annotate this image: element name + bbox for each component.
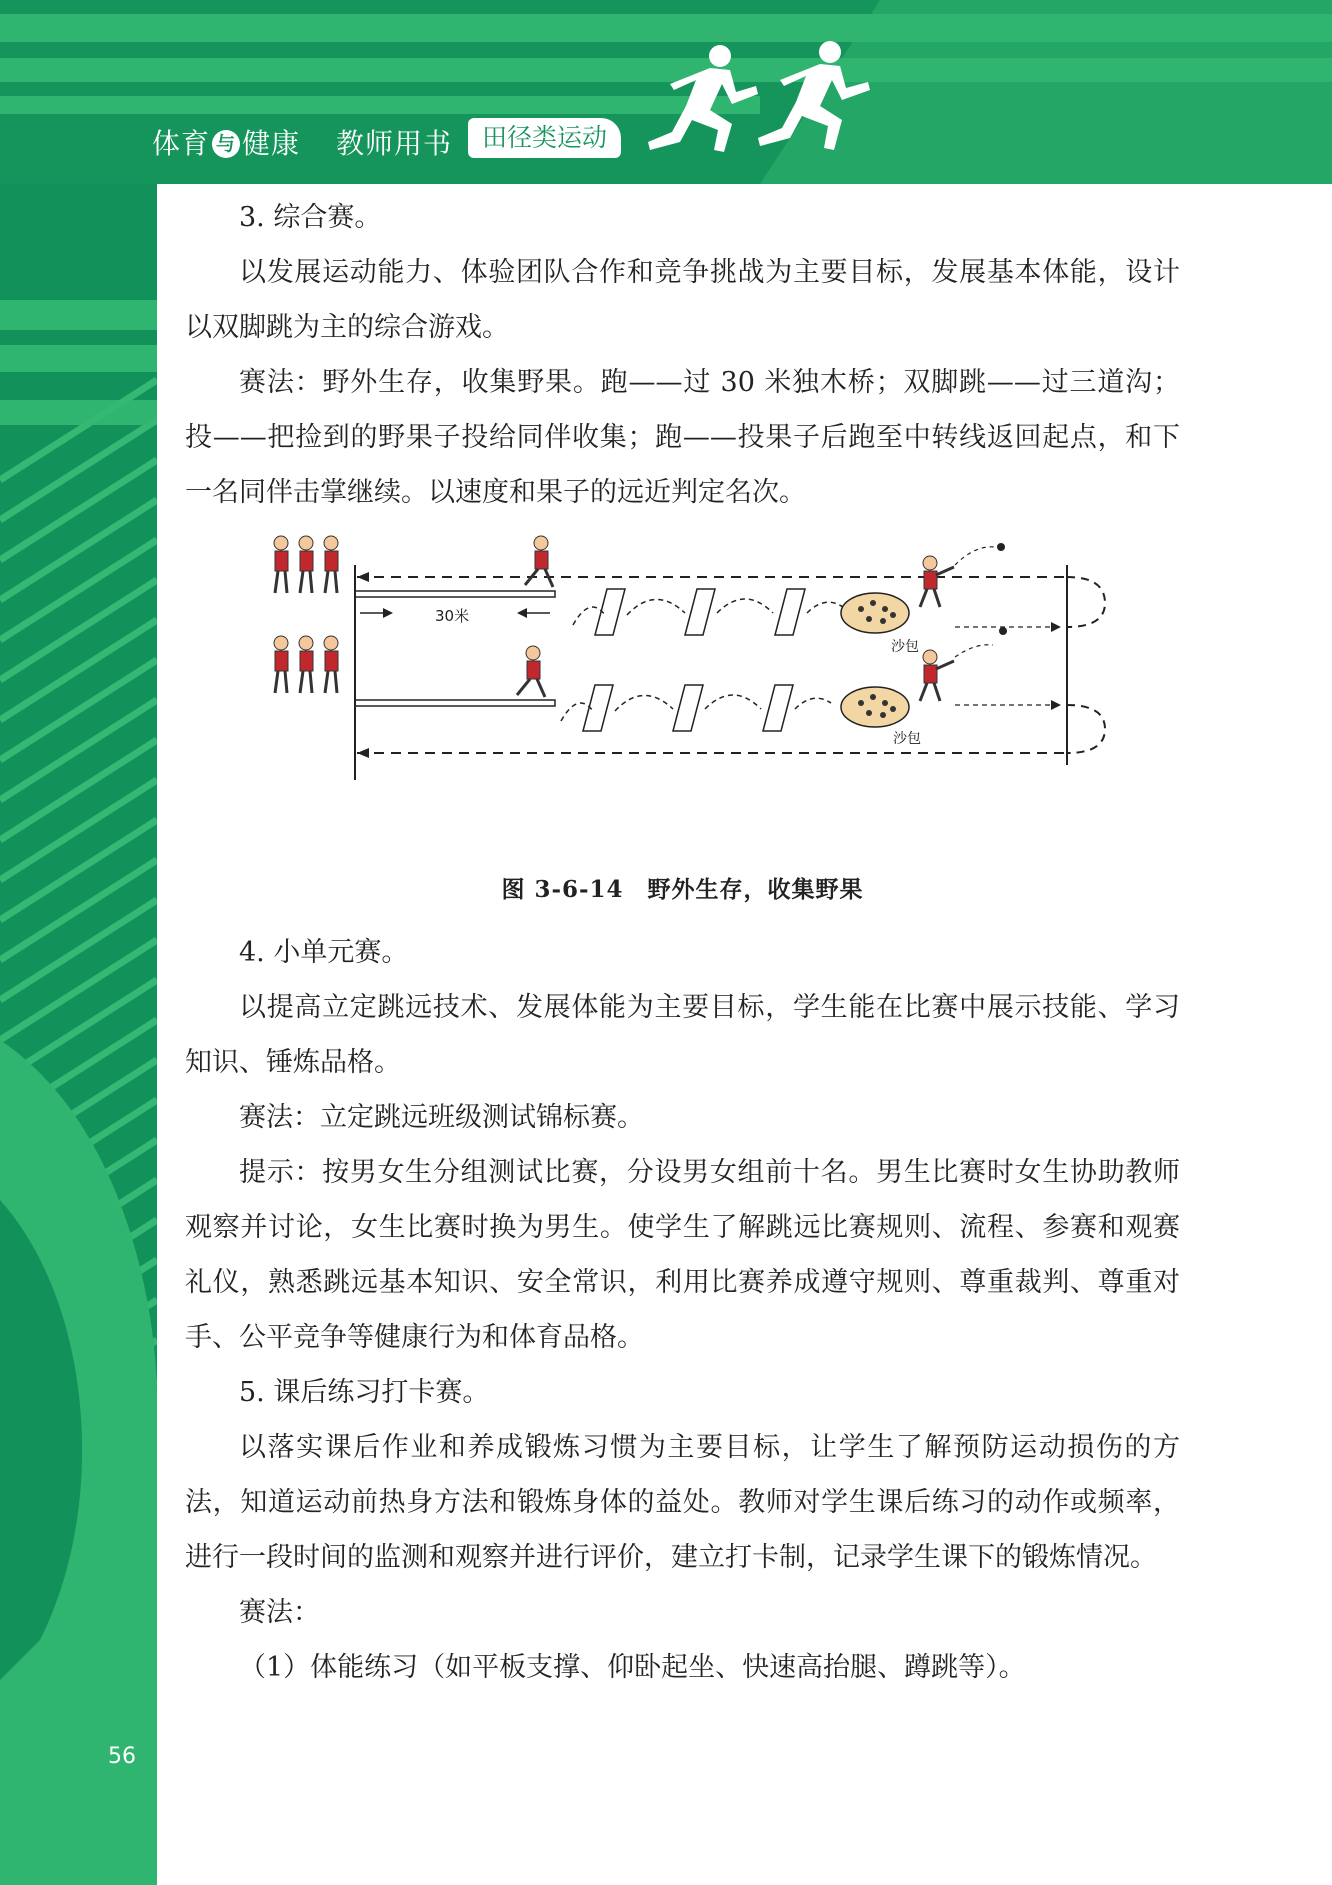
ditches-top bbox=[573, 589, 843, 635]
figure-caption: 图 3-6-14 野外生存，收集野果 bbox=[501, 876, 864, 903]
sandbag-label-top: 沙包 bbox=[891, 639, 919, 655]
student-group-bottom bbox=[274, 636, 338, 693]
runner-top bbox=[525, 536, 553, 587]
section-5-item-1: （1）体能练习（如平板支撑、仰卧起坐、快速高抬腿、蹲跳等）。 bbox=[239, 1652, 1026, 1683]
section-3-goal: 以发展运动能力、体验团队合作和竞争挑战为主要目标，发展基本体能，设计以双脚跳为主的综合游戏。 bbox=[185, 257, 1180, 343]
page-number: 56 bbox=[108, 1744, 136, 1769]
header-subject-and: 与 bbox=[212, 130, 240, 158]
runners-icon bbox=[640, 40, 880, 160]
bridge-bottom bbox=[355, 700, 555, 706]
section-3-title: 3. 综合赛。 bbox=[239, 202, 382, 233]
thrower-top bbox=[920, 556, 954, 607]
section-4-rules: 赛法：立定跳远班级测试锦标赛。 bbox=[239, 1102, 644, 1133]
header-subject-right: 健康 bbox=[242, 127, 301, 160]
section-5-title: 5. 课后练习打卡赛。 bbox=[239, 1377, 490, 1408]
sandbag-label-bottom: 沙包 bbox=[893, 731, 921, 747]
section-4-tip: 提示：按男女生分组测试比赛，分设男女组前十名。男生比赛时女生协助教师观察并讨论，女生比赛时换为男生。使学生了解跳远比赛规则、流程、参赛和观赛礼仪，熟悉跳远基本知识、安全常识，利用比赛养成遵守规则、尊重裁判、尊重对手、公平竞争等健康行为和体育品格。 bbox=[185, 1157, 1180, 1353]
section-5-goal: 以落实课后作业和养成锻炼习惯为主要目标，让学生了解预防运动损伤的方法，知道运动前热身方法和锻炼身体的益处。教师对学生课后练习的动作或频率，进行一段时间的监测和观察并进行评价，建立打卡制，记录学生课下的锻炼情况。 bbox=[185, 1432, 1180, 1573]
fruit-pile-top bbox=[841, 593, 909, 633]
header-subject-left: 体育 bbox=[152, 127, 211, 160]
thrower-bottom bbox=[920, 650, 954, 701]
ditches-bottom bbox=[561, 685, 831, 731]
distance-label: 30米 bbox=[435, 607, 470, 625]
section-5-rules-label: 赛法： bbox=[239, 1597, 320, 1628]
figure-diagram bbox=[185, 525, 1180, 875]
student-group-top bbox=[274, 536, 338, 593]
fruit-pile-bottom bbox=[841, 687, 909, 727]
bridge-top bbox=[355, 591, 555, 597]
section-4-goal: 以提高立定跳远技术、发展体能为主要目标，学生能在比赛中展示技能、学习知识、锤炼品格。 bbox=[185, 992, 1180, 1078]
header-book-title: 教师用书 bbox=[336, 127, 453, 160]
field-diagram bbox=[255, 525, 1115, 815]
section-4-title: 4. 小单元赛。 bbox=[239, 937, 409, 968]
header-category-tag: 田径类运动 bbox=[468, 118, 621, 158]
runner-bottom bbox=[517, 646, 545, 697]
page-content bbox=[185, 190, 1180, 1695]
left-decorative-band bbox=[0, 0, 157, 1885]
section-3-rules: 赛法：野外生存，收集野果。跑——过 30 米独木桥；双脚跳——过三道沟；投——把捡到的野果子投给同伴收集；跑——投果子后跑至中转线返回起点，和下一名同伴击掌继续。以速度和果子的远近判定名次。 bbox=[185, 367, 1180, 508]
header-subject bbox=[152, 122, 300, 162]
